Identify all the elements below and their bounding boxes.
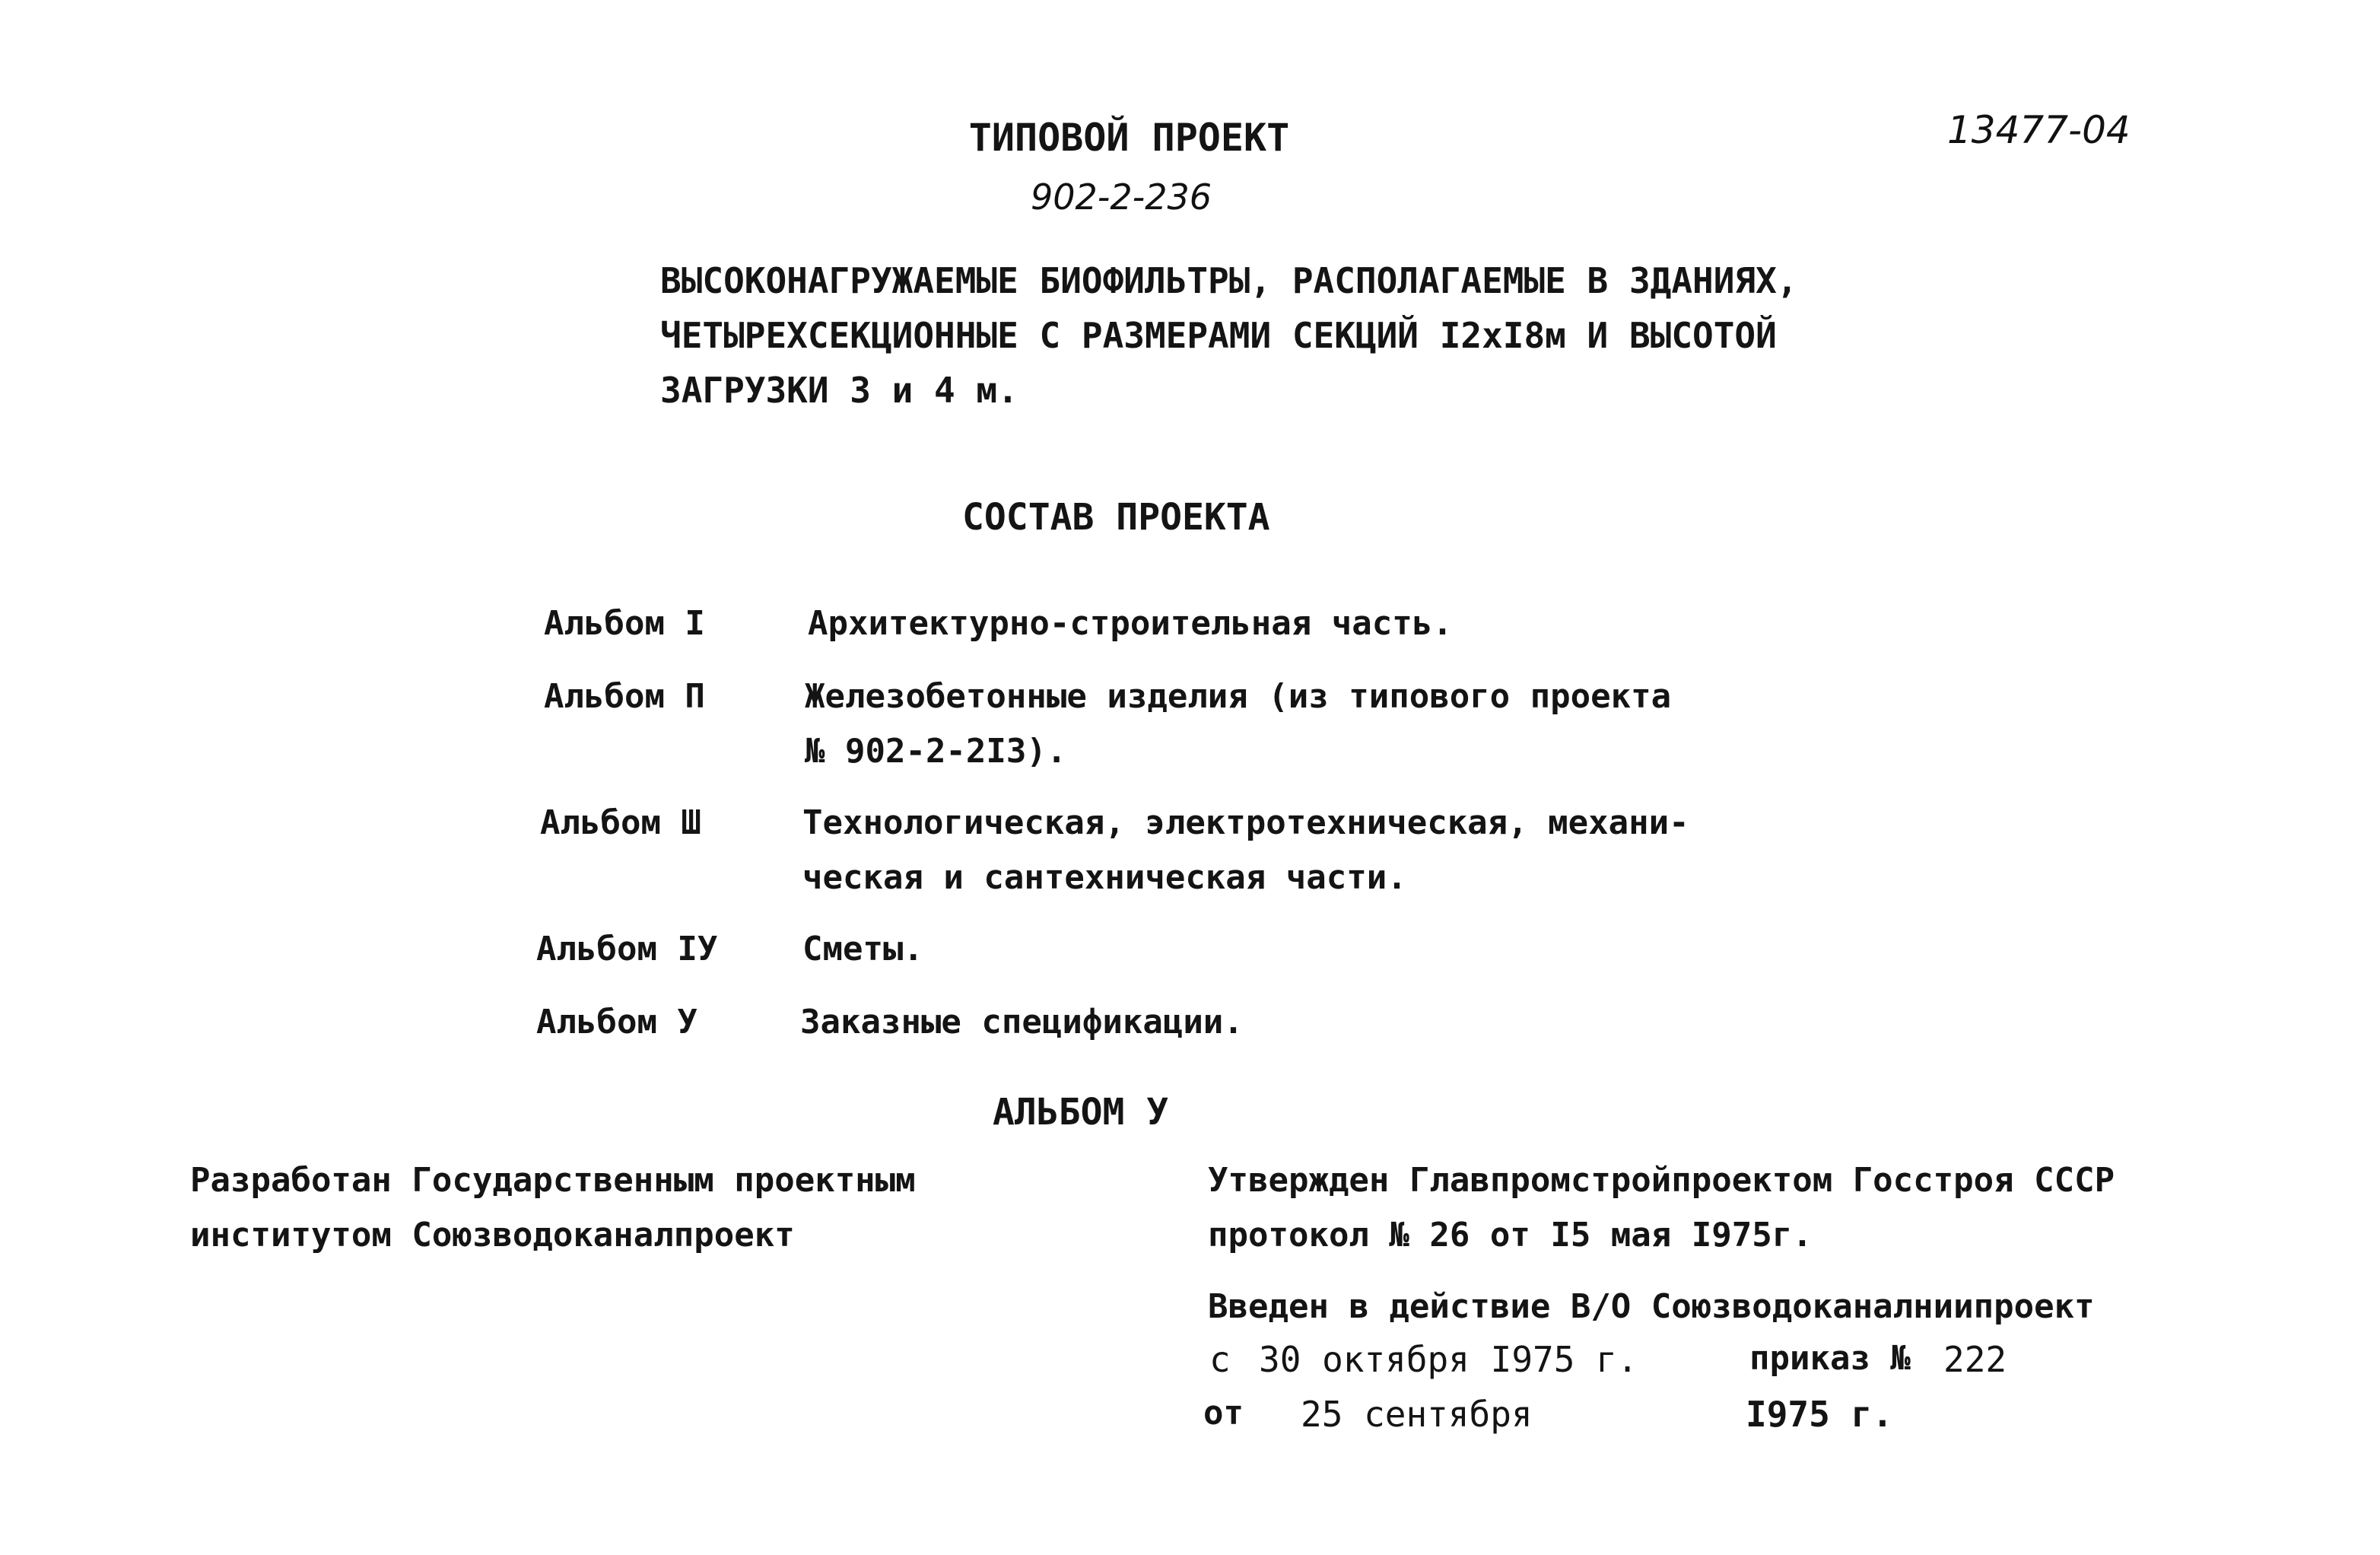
developer-line: институтом Союзводоканалпроект [190,1216,795,1254]
composition-heading: СОСТАВ ПРОЕКТА [962,496,1270,539]
subject-line: ЧЕТЫРЕХСЕКЦИОННЫЕ С РАЗМЕРАМИ СЕКЦИЙ I2xI8м И ВЫСОТОЙ [660,315,1777,356]
subject-line: ВЫСОКОНАГРУЖАЕМЫЕ БИОФИЛЬТРЫ, РАСПОЛАГАЕМЫЕ В ЗДАНИЯХ, [660,260,1798,301]
album-description: Архитектурно-строительная часть. [808,604,1453,643]
enactment-from-date: 30 октября I975 г. [1259,1339,1638,1380]
approval-line: Утвержден Главпромстройпроектом Госстроя СССР [1208,1161,2115,1200]
enactment-line: Введен в действие В/О Союзводоканалниипроект [1208,1287,2095,1326]
document-title: ТИПОВОЙ ПРОЕКТ [968,116,1290,160]
album-label: Альбом П [544,677,705,716]
order-label: приказ № [1749,1339,1911,1378]
album-label: Альбом У [536,1003,697,1041]
archive-number: 13477-04 [1947,108,2131,152]
current-album-heading: АЛЬБОМ У [993,1091,1169,1134]
album-description: Технологическая, электротехническая, механи- [802,803,1689,842]
enactment-from-prefix: с [1209,1339,1231,1380]
album-description: Заказные спецификации. [800,1003,1244,1041]
album-description: Железобетонные изделия (из типового проекта [805,677,1672,716]
album-description: № 902-2-2I3). [805,732,1067,771]
enactment-of-prefix: от [1203,1394,1244,1433]
approval-line: протокол № 26 от I5 мая I975г. [1208,1216,1813,1254]
enactment-of-year: I975 г. [1746,1394,1893,1435]
album-label: Альбом Ш [540,803,701,842]
album-label: Альбом I [544,604,705,643]
order-number: 222 [1943,1339,2007,1380]
subject-line: ЗАГРУЗКИ 3 и 4 м. [660,370,1018,411]
album-description: ческая и сантехническая части. [802,858,1407,897]
enactment-of-date: 25 сентября [1301,1394,1533,1435]
developer-line: Разработан Государственным проектным [190,1161,916,1200]
album-label: Альбом IУ [536,930,718,968]
project-number: 902-2-236 [1031,176,1212,218]
album-description: Сметы. [802,930,923,968]
